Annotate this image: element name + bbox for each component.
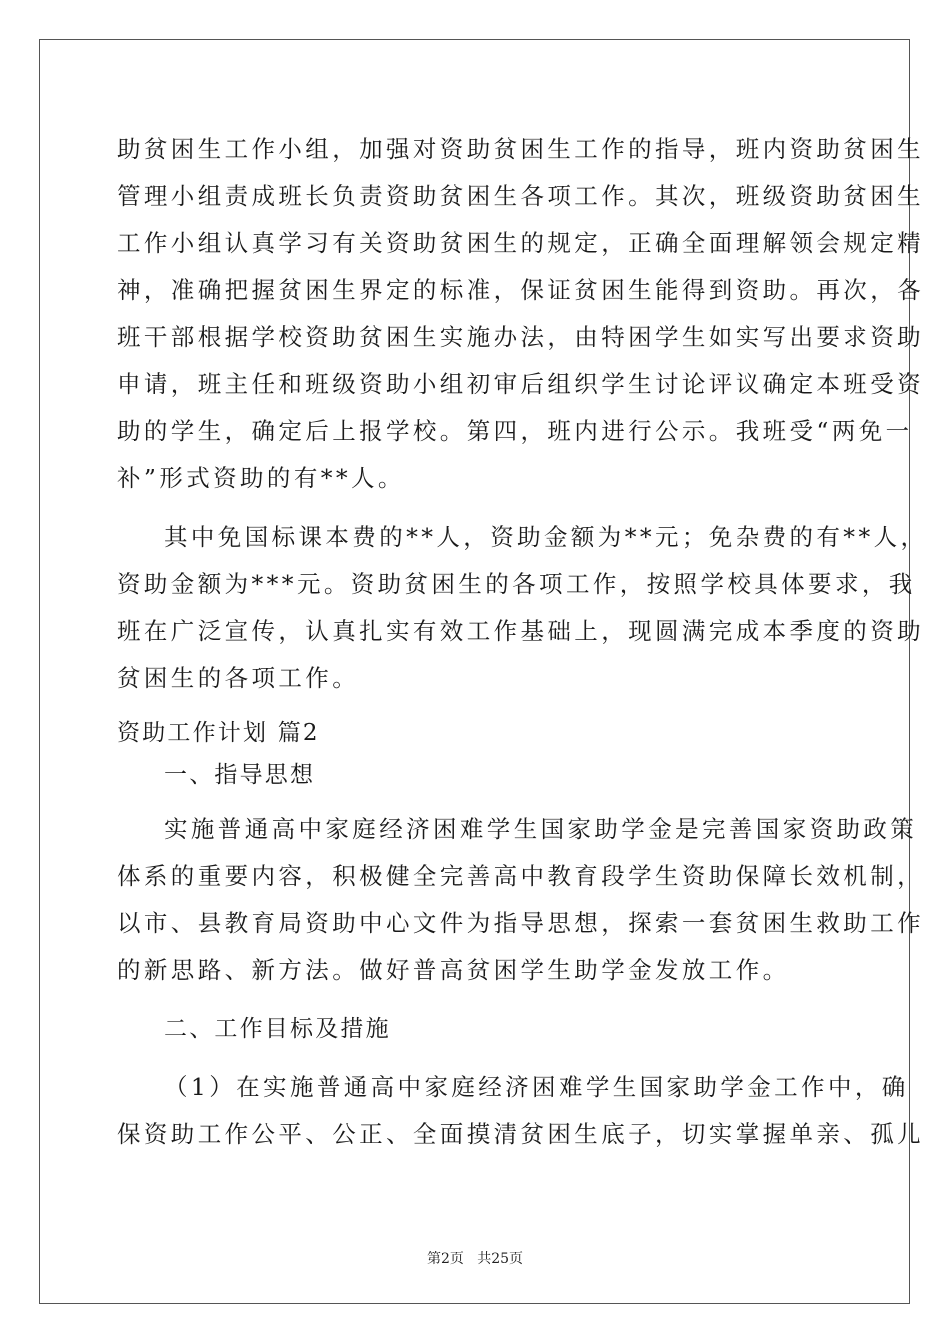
heading-guiding-thought: 一、指导思想 [164,762,316,788]
text-line: 其中免国标课本费的**人，资助金额为**元；免杂费的有**人， [164,523,928,551]
paragraph-1 [117,126,924,502]
page-number: 第2页 共25页 [426,1251,524,1267]
text-line: （1）在实施普通高中家庭经济困难学生国家助学金工作中，确 [164,1073,909,1101]
text-line: 助贫困生工作小组，加强对资助贫困生工作的指导，班内资助贫困生 [117,135,924,163]
text-line: 保资助工作公平、公正、全面摸清贫困生底子，切实掌握单亲、孤儿 [117,1120,924,1148]
paragraph-3 [117,806,924,994]
text-line: 贫困生的各项工作。 [117,664,360,692]
text-line: 助的学生，确定后上报学校。第四，班内进行公示。我班受“两免一 [117,417,913,445]
text-line: 申请，班主任和班级资助小组初审后组织学生讨论评议确定本班受资 [117,370,924,398]
text-line: 神，准确把握贫困生界定的标准，保证贫困生能得到资助。再次，各 [117,276,924,304]
section-title: 资助工作计划 篇2 [117,720,320,746]
text-line: 体系的重要内容，积极健全完善高中教育段学生资助保障长效机制， [117,862,924,890]
paragraph-4 [117,1064,924,1158]
text-line: 实施普通高中家庭经济困难学生国家助学金是完善国家资助政策 [164,815,918,843]
text-line: 班在广泛宣传，认真扎实有效工作基础上，现圆满完成本季度的资助 [117,617,924,645]
text-line: 班干部根据学校资助贫困生实施办法，由特困学生如实写出要求资助 [117,323,924,351]
text-line: 工作小组认真学习有关资助贫困生的规定，正确全面理解领会规定精 [117,229,924,257]
text-line: 的新思路、新方法。做好普高贫困学生助学金发放工作。 [117,956,790,984]
paragraph-2 [117,514,928,702]
text-line: 补”形式资助的有**人。 [117,464,405,492]
text-line: 资助金额为***元。资助贫困生的各项工作，按照学校具体要求，我 [117,570,916,598]
heading-goals-measures: 二、工作目标及措施 [164,1016,391,1042]
text-line: 以市、县教育局资助中心文件为指导思想，探索一套贫困生救助工作 [117,909,924,937]
text-line: 管理小组责成班长负责资助贫困生各项工作。其次，班级资助贫困生 [117,182,924,210]
document-body [117,126,928,1158]
